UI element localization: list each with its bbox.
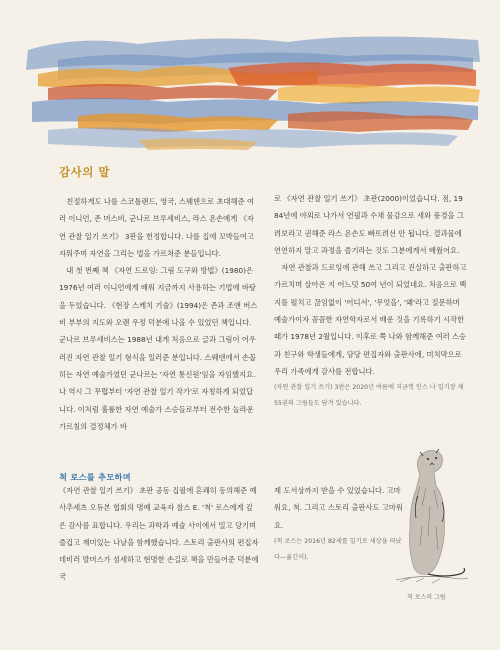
right-column-bottom [274,482,404,566]
otter-drawing [392,446,470,586]
paragraph: 친절하게도 나를 스코틀랜드, 영국, 스웨덴으로 초대해준 여러 이니언, 존 머스비, 군나르 브루세비스, 라스 욘손에게 《자연 관찰 일기 쓰기》 3판을 헌정합니다. 나를 집에 꼬박들여고 자뭐주며 자연을 그리는 법을 가르쳐준 분들입니다. [59,197,255,258]
section-heading: 감사의 말 [59,165,110,179]
paragraph: 자연 관찰과 드로잉에 관해 쓰고 그리고 진실하고 출판하고 가르치며 살아온 지 어느덧 50여 년이 되었네요. 처음으로 백지를 펼치고 끊임없이 '어디서', '무엇을', '왜'라고 질문하며 예술가이자 꼼꼼한 자연학자로서 배운 것을 기록하기 시작한 때가 1978년 2월입니다. 이후로 쭉 나와 함께해준 여러 스승과 친구와 학생들에게, 담당 편집자와 출판사에, 미치막으로 우리 가족에게 감사를 전합니다. [274,263,467,376]
footnote: (자연 관찰 일기 쓰기) 3판은 2020년 여름에 지금껏 인스 나 일기장 제55권의 그림들도 담겨 있습니다. [274,384,464,408]
left-column-top [59,193,259,435]
watercolor-landscape-painting [18,30,484,155]
figure-caption: 척 로스의 그림 [407,594,446,601]
memorial-subheading: 척 로스를 추모하며 [59,472,131,482]
paragraph: 내 첫 번째 책 《자연 드로잉: 그림 도구와 방법》(1980)은 1976년 여러 이니언에게 배워 지금까지 사용하는 기법에 바탕을 두었습니다. 《현장 스케치 기술》(1994)은 존과 조앤 버스비 부부의 지도와 오랜 우정 덕분에 나올 수 있었던 책입니다. 군나르 브루세비스는 1988년 내게 처음으로 글과 그림이 어우러진 자연 관찰 일기 형식을 일러준 분입니다. 스웨덴에서 손꼽히는 자연 예술가였던 군나르는 '자연 통신원'임을 자임했지요. 나 역시 그 무렵부터 '자연 관찰 일기 작가'로 자칭하게 되었답니다. 이처럼 훌륭한 자연 예술가 스승들로부터 전수한 놀라운 가르침의 결정체가 바 [59,266,258,431]
footnote: (척 로스는 2016년 82세를 일기로 세상을 떠났다—옮긴이). [274,537,402,561]
paragraph: 로 《자연 관찰 일기 쓰기》 초판(2000)이었습니다. 점, 1984년에 야외로 나가서 연필과 수채 물감으로 새와 풍경을 그려보라고 권해준 라스 욘손도 빠뜨려선 안 됩니다. 결과물에 연연하지 말고 과정을 즐기라는 것도 그분에게서 배웠어요. [274,194,464,255]
paragraph: 제 도서상까지 받을 수 있었습니다. 고마워요, 척. 그리고 스토리 출판사도 고마워요. [274,486,404,530]
left-column-bottom [59,482,259,586]
paragraph: 《자연 관찰 일기 쓰기》 초판 공동 집필에 흔쾌히 동의해준 예사추세츠 오듀본 협회의 명예 교육자 찰스 E. '척' 로스에게 깊은 감사를 표합니다. 우리는 과학과 예술 사이에서 밀고 당기며 즐겁고 재미있는 나날을 함께했습니다. 스토리 출판사의 편집자 데비러 발머스가 섬세하고 현명한 손길로 책을 만들어준 덕분에 국 [59,486,259,582]
right-column-top [274,190,467,412]
